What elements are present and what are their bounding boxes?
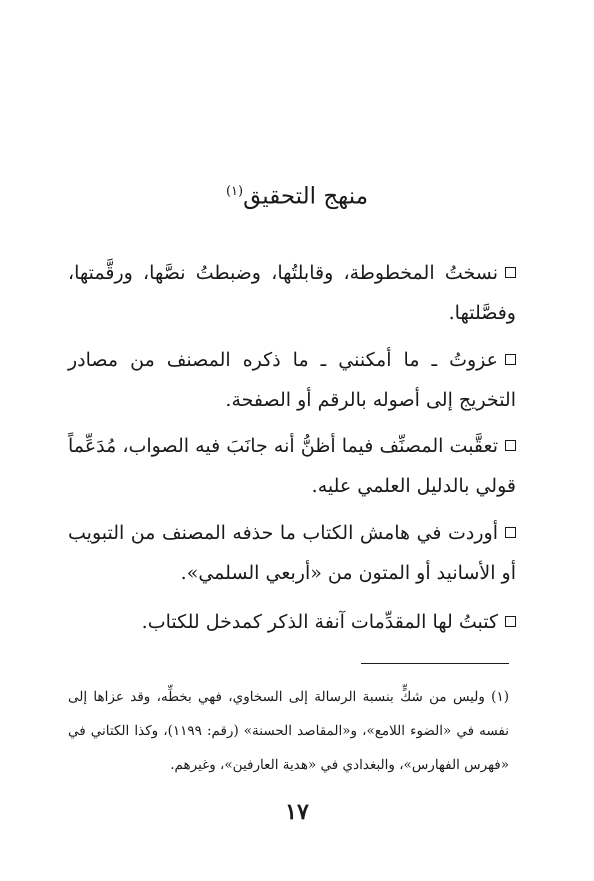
footnote-divider xyxy=(361,663,509,664)
list-item xyxy=(68,513,516,593)
checkbox-bullet-icon xyxy=(505,440,516,451)
footnote-text: (١) وليس من شكٍّ بنسبة الرسالة إلى السخاوي، فهي بخطِّه، وقد عزاها إلى نفسه في «الضوء اللامع»، و«المقاصد الحسنة» (رقم: ١١٩٩)، وكذا الكتاني في «فهرس الفهارس»، والبغدادي في «هدية العارفين»، وغيرهم. xyxy=(68,689,509,773)
section-title: منهج التحقيق xyxy=(243,183,369,210)
list-item-text: كتبتُ لها المقدِّمات آنفة الذكر كمدخل للكتاب. xyxy=(141,611,498,633)
checkbox-bullet-icon xyxy=(505,354,516,365)
checkbox-bullet-icon xyxy=(505,267,516,278)
footnote-reference: (١) xyxy=(225,184,244,199)
section-heading xyxy=(0,176,594,213)
footnote xyxy=(68,680,509,782)
list-item xyxy=(68,602,516,642)
list-item-text: عزوتُ ـ ما أمكنني ـ ما ذكره المصنف من مصادر التخريج إلى أصوله بالرقم أو الصفحة. xyxy=(68,349,516,411)
page-number: ١٧ xyxy=(285,799,309,825)
list-item xyxy=(68,340,516,420)
list-item-text: نسختُ المخطوطة، وقابلتُها، وضبطتُ نصَّها، ورقَّمتها، وفصَّلتها. xyxy=(68,262,516,324)
checkbox-bullet-icon xyxy=(505,616,516,627)
checkbox-bullet-icon xyxy=(505,527,516,538)
list-item xyxy=(68,253,516,333)
list-item xyxy=(68,426,516,506)
list-item-text: أوردت في هامش الكتاب ما حذفه المصنف من التبويب أو الأسانيد أو المتون من «أربعي السلمي». xyxy=(68,522,516,584)
list-item-text: تعقَّبت المصنِّف فيما أظنُّ أنه جانَبَ فيه الصواب، مُدَعِّماً قولي بالدليل العلمي عليه. xyxy=(68,435,516,497)
